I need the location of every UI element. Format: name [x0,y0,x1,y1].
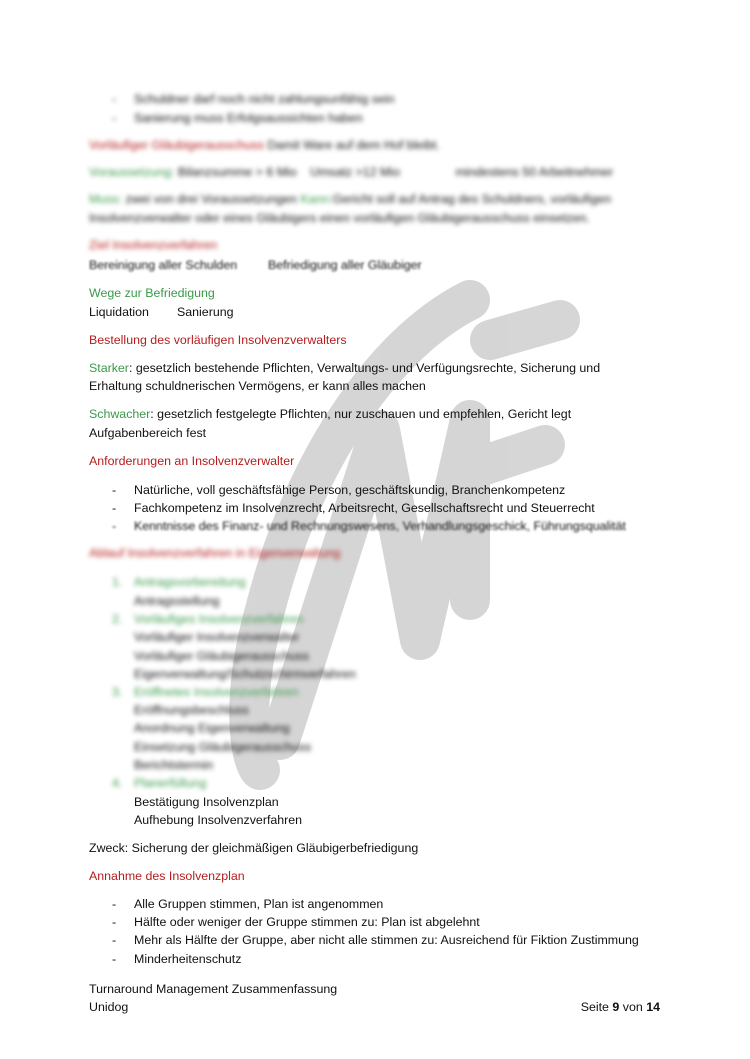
step-line: Anordnung Eigenverwaltung [134,721,290,735]
step-title: Vorläufiges Insolvenzverfahren [134,612,304,626]
list-item: Sanierung muss Erfolgsaussichten haben [134,111,363,125]
weak-line: Schwacher: gesetzlich festgelegte Pflichten, nur zuschauen und empfehlen, Gericht legt [89,407,572,421]
path-item: Sanierung [177,305,234,319]
step-line: Vorläufiger Gläubigerausschuss [134,649,309,663]
step-line: Aufhebung Insolvenzverfahren [134,813,303,827]
footer-brand: Unidog [89,1000,129,1014]
step-number: 2. [112,612,123,626]
list-dash: - [112,915,117,929]
list-dash: - [112,501,117,515]
list-dash: - [112,519,117,533]
goal-heading: Ziel Insolvenzverfahren [89,238,218,252]
step-number: 4. [112,776,123,790]
weak-line-2: Aufgabenbereich fest [89,426,207,440]
must-line-2: Insolvenzverwalter oder eines Gläubigers einen vorläufigen Gläubigerausschuss einsetzen. [89,211,590,225]
page-number: Seite 9 von 14 [580,1000,660,1014]
step-line: Antragsstellung [134,594,220,608]
list-item: Natürliche, voll geschäftsfähige Person, geschäftskundig, Branchenkompetenz [134,483,566,497]
must-line: Muss: zwei von drei Voraussetzungen Kann:Gericht soll auf Antrag des Schuldners, vorläufigen [89,192,612,206]
list-item: Fachkompetenz im Insolvenzrecht, Arbeitsrecht, Gesellschaftsrecht und Steuerrecht [134,501,595,515]
list-item: Minderheitenschutz [134,952,242,966]
step-line: Berichtstermin [134,758,214,772]
goal-item: Befriedigung aller Gläubiger [268,258,422,272]
list-dash: - [112,933,117,947]
strong-line: Starker: gesetzlich bestehende Pflichten, Verwaltungs- und Verfügungsrechte, Sicherung und [89,361,601,375]
paths-heading: Wege zur Befriedigung [89,286,215,300]
list-item: Hälfte oder weniger der Gruppe stimmen zu: Plan ist abgelehnt [134,915,480,929]
strong-line-2: Erhaltung schuldnerischen Vermögens, er kann alles machen [89,379,426,393]
list-dash: - [112,483,117,497]
step-line: Eigenverwaltung/Schutzschirmverfahren [134,667,356,681]
requirement-line: Voraussetzung: Bilanzsumme > 6 Mio Umsatz >12 Mio mindestens 50 Arbeitnehmer [89,165,614,179]
list-dash: - [112,111,117,125]
path-item: Liquidation [89,305,149,319]
acceptance-heading: Annahme des Insolvenzplan [89,869,245,883]
list-item: Kenntnisse des Finanz- und Rechnungswesens, Verhandlungsgeschick, Führungsqualität [134,519,626,533]
procedure-heading: Ablauf Insolvenzverfahren in Eigenverwaltung [89,546,341,560]
step-number: 1. [112,575,123,589]
committee-line: Vorläufiger Gläubigerausschuss Damit Ware auf dem Hof bleibt. [89,138,440,152]
list-dash: - [112,92,117,106]
list-dash: - [112,952,117,966]
step-title: Planerfüllung [134,776,207,790]
appointment-heading: Bestellung des vorläufigen Insolvenzverwalters [89,333,347,347]
step-line: Vorläufiger Insolvenzverwalter [134,630,300,644]
footer-title: Turnaround Management Zusammenfassung [89,982,338,996]
list-item: Mehr als Hälfte der Gruppe, aber nicht alle stimmen zu: Ausreichend für Fiktion Zustimmung [134,933,639,947]
requirements-heading: Anforderungen an Insolvenzverwalter [89,454,295,468]
step-number: 3. [112,685,123,699]
purpose-line: Zweck: Sicherung der gleichmäßigen Gläubigerbefriedigung [89,841,419,855]
list-item: Schuldner darf noch nicht zahlungsunfähig sein [134,92,395,106]
step-title: Antragsvorbereitung [134,575,246,589]
list-item: Alle Gruppen stimmen, Plan ist angenommen [134,897,384,911]
step-line: Einsetzung Gläubigerausschuss [134,740,312,754]
step-line: Eröffnungsbeschluss [134,703,249,717]
step-title: Eröffnetes Insolvenzverfahren [134,685,299,699]
list-dash: - [112,897,117,911]
step-line: Bestätigung Insolvenzplan [134,795,279,809]
goal-item: Bereinigung aller Schulden [89,258,238,272]
